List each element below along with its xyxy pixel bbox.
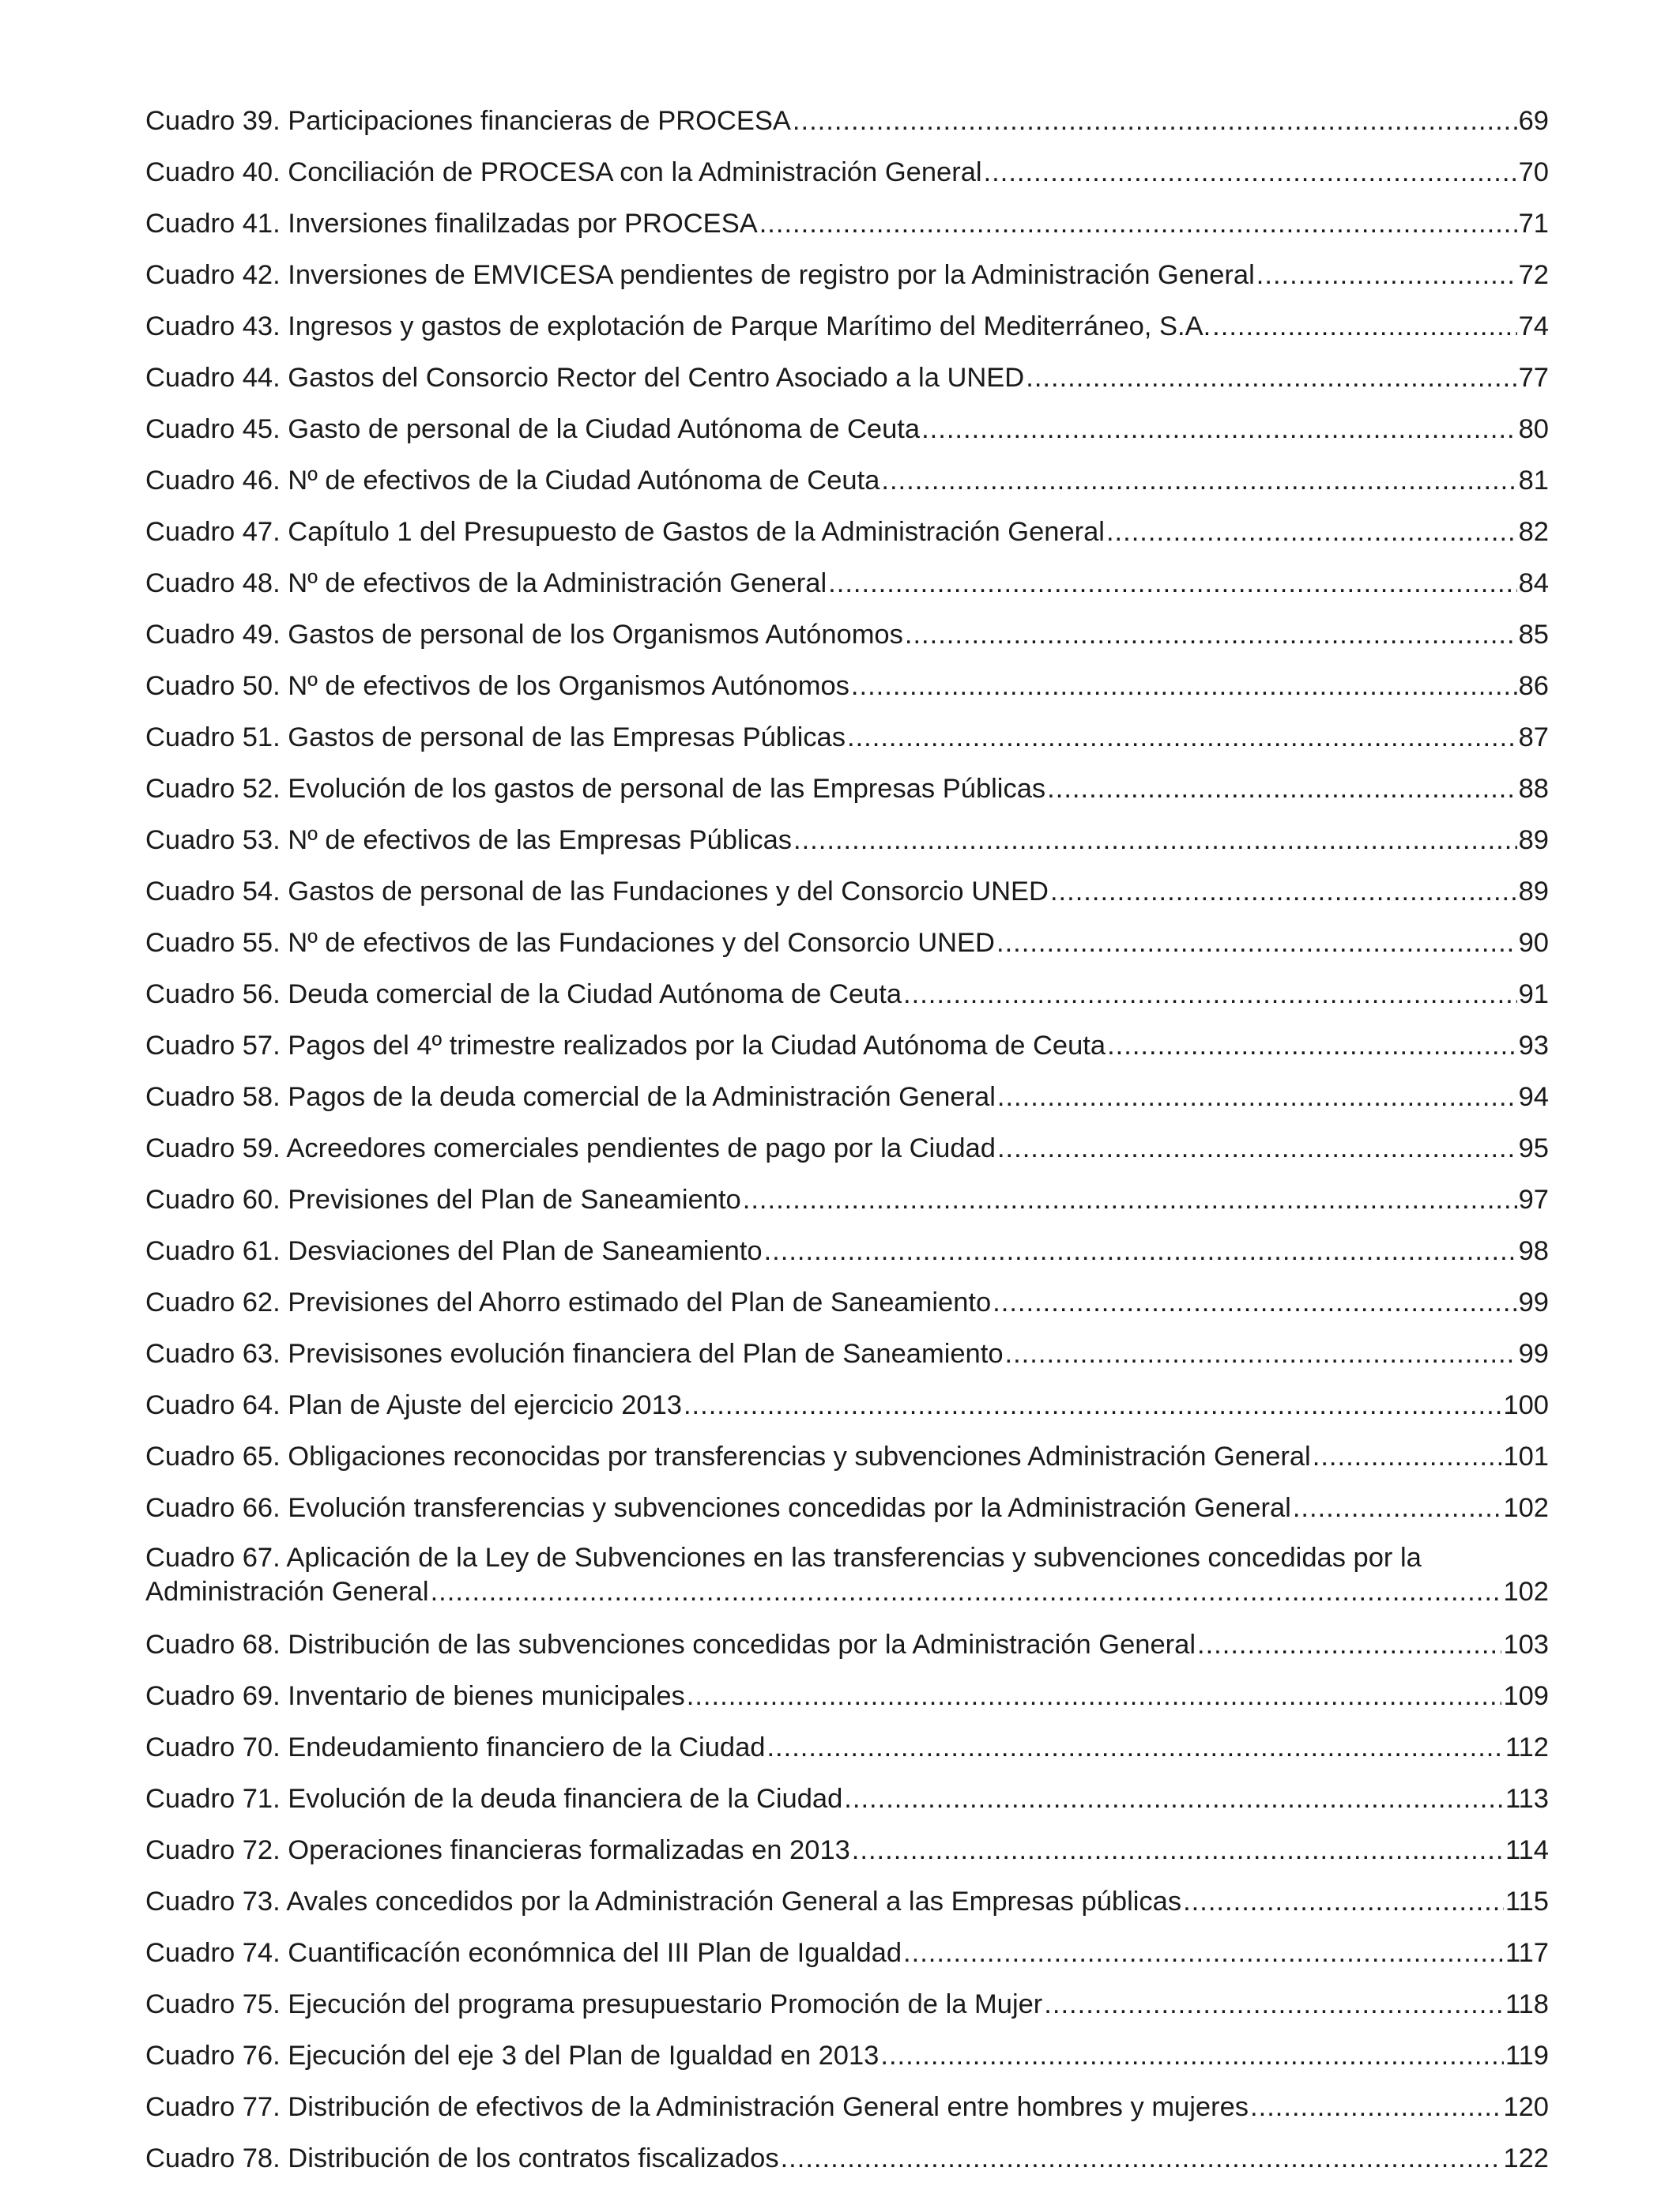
- toc-entry-page-number: 88: [1518, 774, 1549, 804]
- toc-entry-title: Cuadro 56. Deuda comercial de la Ciudad Autónoma de Ceuta: [145, 979, 902, 1009]
- toc-entry-title: Cuadro 62. Previsiones del Ahorro estimado del Plan de Saneamiento: [145, 1287, 992, 1318]
- toc-entry-title: Cuadro 64. Plan de Ajuste del ejercicio 2013: [145, 1390, 682, 1420]
- toc-entry[interactable]: [145, 1166, 1549, 1217]
- toc-entry-page-number: 85: [1518, 620, 1549, 650]
- toc-entry-title: Cuadro 45. Gasto de personal de la Ciudad Autónoma de Ceuta: [145, 414, 921, 444]
- toc-entry-title: Cuadro 70. Endeudamiento financiero de la Ciudad: [145, 1732, 766, 1762]
- dot-leader: [687, 1679, 1502, 1713]
- toc-entry-title: Cuadro 77. Distribución de efectivos de la Administración General entre hombres y mujeres: [145, 2092, 1249, 2122]
- toc-entry-page-number: 112: [1505, 1732, 1549, 1762]
- toc-entry[interactable]: [145, 1269, 1549, 1320]
- toc-entry[interactable]: [145, 1611, 1549, 1662]
- toc-entry-title: Cuadro 47. Capítulo 1 del Presupuesto de Gastos de la Administración General: [145, 517, 1105, 547]
- toc-entry-page-number: 119: [1505, 2041, 1549, 2071]
- table-of-contents: [145, 87, 1549, 2176]
- toc-entry[interactable]: [145, 1765, 1549, 1816]
- dot-leader: [1106, 515, 1517, 549]
- toc-entry-page-number: 99: [1518, 1287, 1549, 1318]
- toc-entry[interactable]: [145, 1320, 1549, 1371]
- dot-leader: [984, 156, 1517, 190]
- dot-leader: [759, 207, 1517, 241]
- toc-entry[interactable]: [145, 447, 1549, 498]
- toc-entry-title: Cuadro 43. Ingresos y gastos de explotación de Parque Marítimo del Mediterráneo, S.A.: [145, 311, 1211, 341]
- dot-leader: [996, 926, 1517, 960]
- toc-entry-title: Cuadro 76. Ejecución del eje 3 del Plan de Igualdad en 2013: [145, 2041, 880, 2071]
- dot-leader: [1047, 772, 1516, 806]
- toc-entry[interactable]: [145, 1474, 1549, 1525]
- toc-entry[interactable]: [145, 1970, 1549, 2022]
- toc-entry-page-number: 94: [1518, 1082, 1549, 1112]
- toc-entry[interactable]: [145, 703, 1549, 755]
- toc-entry[interactable]: [145, 960, 1549, 1012]
- toc-entry[interactable]: [145, 498, 1549, 549]
- dot-leader: [852, 1834, 1504, 1868]
- toc-entry-title: Cuadro 71. Evolución de la deuda financiera de la Ciudad: [145, 1784, 843, 1814]
- toc-entry[interactable]: [145, 909, 1549, 960]
- toc-entry-page-number: 87: [1518, 722, 1549, 752]
- toc-entry-page-number: 71: [1518, 209, 1549, 239]
- dot-leader: [851, 669, 1517, 703]
- toc-entry-page-number: 95: [1518, 1133, 1549, 1163]
- toc-entry-page-number: 70: [1518, 157, 1549, 187]
- toc-entry-page-number: 113: [1505, 1784, 1549, 1814]
- dot-leader: [1044, 1988, 1504, 2022]
- dot-leader: [1256, 258, 1517, 292]
- toc-entry-title: Cuadro 72. Operaciones financieras formalizadas en 2013: [145, 1835, 850, 1865]
- toc-entry[interactable]: [145, 190, 1549, 241]
- toc-entry[interactable]: [145, 601, 1549, 652]
- toc-entry-title: Cuadro 59. Acreedores comerciales pendientes de pago por la Ciudad: [145, 1133, 996, 1163]
- toc-entry-title: Cuadro 55. Nº de efectivos de las Fundaciones y del Consorcio UNED: [145, 928, 995, 958]
- toc-entry-page-number: 97: [1518, 1185, 1549, 1215]
- toc-entry[interactable]: [145, 2124, 1549, 2176]
- dot-leader: [764, 1235, 1517, 1269]
- toc-entry[interactable]: [145, 138, 1549, 190]
- toc-entry[interactable]: [145, 292, 1549, 344]
- toc-entry-title: Cuadro 53. Nº de efectivos de las Empresas Públicas: [145, 825, 793, 855]
- toc-entry[interactable]: [145, 549, 1549, 601]
- toc-entry-title: Cuadro 58. Pagos de la deuda comercial de la Administración General: [145, 1082, 996, 1112]
- toc-entry-page-number: 120: [1503, 2092, 1549, 2122]
- toc-entry-title: Cuadro 52. Evolución de los gastos de personal de las Empresas Públicas: [145, 774, 1046, 804]
- toc-entry-page-number: 102: [1503, 1493, 1549, 1523]
- toc-entry-title: Cuadro 75. Ejecución del programa presupuestario Promoción de la Mujer: [145, 1989, 1043, 2019]
- toc-entry-title: Cuadro 63. Previsisones evolución financiera del Plan de Saneamiento: [145, 1339, 1004, 1369]
- toc-entry-page-number: 103: [1503, 1630, 1549, 1660]
- toc-entry[interactable]: [145, 395, 1549, 447]
- toc-entry[interactable]: [145, 1371, 1549, 1423]
- dot-leader: [781, 2142, 1502, 2176]
- toc-entry-page-number: 100: [1503, 1390, 1549, 1420]
- dot-leader: [743, 1183, 1517, 1217]
- toc-entry-page-number: 118: [1505, 1989, 1549, 2019]
- toc-entry-page-number: 114: [1505, 1835, 1549, 1865]
- toc-entry[interactable]: [145, 1816, 1549, 1868]
- dot-leader: [1212, 310, 1516, 344]
- toc-entry[interactable]: [145, 2022, 1549, 2073]
- toc-entry-page-number: 86: [1518, 671, 1549, 701]
- toc-entry-page-number: 109: [1503, 1681, 1549, 1711]
- toc-entry-page-number: 117: [1505, 1938, 1549, 1968]
- toc-entry-page-number: 80: [1518, 414, 1549, 444]
- toc-entry[interactable]: [145, 1217, 1549, 1269]
- toc-entry-title: Cuadro 66. Evolución transferencias y subvenciones concedidas por la Administración General: [145, 1493, 1291, 1523]
- toc-entry-page-number: 74: [1518, 311, 1549, 341]
- toc-entry-title: Cuadro 73. Avales concedidos por la Administración General a las Empresas públicas: [145, 1887, 1182, 1917]
- toc-entry-title: Cuadro 40. Conciliación de PROCESA con la Administración General: [145, 157, 982, 187]
- toc-entry-title: Cuadro 57. Pagos del 4º trimestre realizados por la Ciudad Autónoma de Ceuta: [145, 1031, 1106, 1061]
- toc-entry-title-line2: Administración General: [145, 1577, 429, 1607]
- dot-leader: [1197, 1628, 1501, 1662]
- toc-entry-title: Cuadro 74. Cuantificacíón económnica del III Plan de Igualdad: [145, 1938, 902, 1968]
- toc-entry-title: Cuadro 60. Previsiones del Plan de Saneamiento: [145, 1185, 741, 1215]
- toc-entry-title: Cuadro 61. Desviaciones del Plan de Saneamiento: [145, 1236, 763, 1266]
- toc-entry[interactable]: [145, 1713, 1549, 1765]
- toc-entry[interactable]: [145, 1868, 1549, 1919]
- dot-leader: [431, 1575, 1502, 1609]
- dot-leader: [905, 618, 1517, 652]
- toc-entry-title: Cuadro 42. Inversiones de EMVICESA pendientes de registro por la Administración General: [145, 260, 1255, 290]
- toc-entry[interactable]: [145, 1423, 1549, 1474]
- toc-entry-page-number: 72: [1518, 260, 1549, 290]
- toc-entry-title: Cuadro 44. Gastos del Consorcio Rector del Centro Asociado a la UNED: [145, 363, 1025, 393]
- toc-entry-title: Cuadro 41. Inversiones finalilzadas por PROCESA: [145, 209, 758, 239]
- toc-entry[interactable]: [145, 755, 1549, 806]
- dot-leader: [1250, 2090, 1501, 2124]
- toc-entry[interactable]: [145, 1063, 1549, 1114]
- toc-entry[interactable]: [145, 652, 1549, 703]
- toc-entry[interactable]: [145, 1662, 1549, 1713]
- toc-entry-page-number: 84: [1518, 568, 1549, 598]
- toc-entry[interactable]: [145, 1012, 1549, 1063]
- dot-leader: [847, 721, 1517, 755]
- toc-entry[interactable]: [145, 1525, 1549, 1611]
- toc-entry-page-number: 91: [1518, 979, 1549, 1009]
- toc-entry-page-number: 82: [1518, 517, 1549, 547]
- toc-entry-title: Cuadro 49. Gastos de personal de los Organismos Autónomos: [145, 620, 903, 650]
- toc-entry-page-number: 99: [1518, 1339, 1549, 1369]
- toc-entry[interactable]: [145, 1919, 1549, 1970]
- toc-entry[interactable]: [145, 2073, 1549, 2124]
- toc-entry[interactable]: [145, 806, 1549, 858]
- dot-leader: [903, 978, 1517, 1012]
- toc-entry-page-number: 81: [1518, 466, 1549, 496]
- toc-entry-page-number: 93: [1518, 1031, 1549, 1061]
- toc-entry-page-number: 90: [1518, 928, 1549, 958]
- dot-leader: [1026, 361, 1516, 395]
- dot-leader: [997, 1080, 1517, 1114]
- toc-entry-title: Cuadro 50. Nº de efectivos de los Organismos Autónomos: [145, 671, 849, 701]
- dot-leader: [903, 1936, 1504, 1970]
- toc-entry-page-number: 89: [1518, 876, 1549, 907]
- dot-leader: [793, 104, 1517, 138]
- dot-leader: [921, 413, 1517, 447]
- dot-leader: [997, 1132, 1517, 1166]
- toc-entry-title: Cuadro 68. Distribución de las subvenciones concedidas por la Administración General: [145, 1630, 1196, 1660]
- dot-leader: [1005, 1337, 1517, 1371]
- toc-entry-page-number: 77: [1518, 363, 1549, 393]
- toc-entry-title: Cuadro 65. Obligaciones reconocidas por transferencias y subvenciones Administración General: [145, 1442, 1311, 1472]
- toc-entry-title: Cuadro 78. Distribución de los contratos fiscalizados: [145, 2143, 779, 2173]
- toc-entry[interactable]: [145, 241, 1549, 292]
- toc-entry[interactable]: [145, 858, 1549, 909]
- dot-leader: [1293, 1491, 1502, 1525]
- toc-entry-title-line1: Cuadro 67. Aplicación de la Ley de Subvenciones en las transferencias y subvenciones concedidas por la: [145, 1543, 1422, 1573]
- toc-entry-title: Cuadro 69. Inventario de bienes municipales: [145, 1681, 685, 1711]
- toc-entry-title: Cuadro 54. Gastos de personal de las Fundaciones y del Consorcio UNED: [145, 876, 1049, 907]
- dot-leader: [828, 567, 1516, 601]
- dot-leader: [993, 1286, 1516, 1320]
- toc-entry-title: Cuadro 39. Participaciones financieras de PROCESA: [145, 106, 791, 136]
- toc-entry-title: Cuadro 51. Gastos de personal de las Empresas Públicas: [145, 722, 846, 752]
- toc-entry[interactable]: [145, 87, 1549, 138]
- toc-entry[interactable]: [145, 1114, 1549, 1166]
- dot-leader: [793, 824, 1517, 858]
- toc-entry-page-number: 89: [1518, 825, 1549, 855]
- toc-entry-page-number: 98: [1518, 1236, 1549, 1266]
- toc-entry-page-number: 115: [1505, 1887, 1549, 1917]
- dot-leader: [844, 1782, 1504, 1816]
- dot-leader: [1313, 1440, 1502, 1474]
- dot-leader: [684, 1389, 1501, 1423]
- toc-entry-page-number: 102: [1503, 1577, 1549, 1607]
- toc-entry-title: Cuadro 46. Nº de efectivos de la Ciudad Autónoma de Ceuta: [145, 466, 880, 496]
- toc-entry-title: Cuadro 48. Nº de efectivos de la Administración General: [145, 568, 827, 598]
- dot-leader: [1183, 1885, 1504, 1919]
- toc-entry[interactable]: [145, 344, 1549, 395]
- dot-leader: [1107, 1029, 1517, 1063]
- dot-leader: [1050, 875, 1517, 909]
- toc-entry-page-number: 69: [1518, 106, 1549, 136]
- toc-entry-page-number: 101: [1503, 1442, 1549, 1472]
- dot-leader: [767, 1731, 1504, 1765]
- dot-leader: [881, 464, 1516, 498]
- toc-entry-page-number: 122: [1503, 2143, 1549, 2173]
- dot-leader: [880, 2039, 1504, 2073]
